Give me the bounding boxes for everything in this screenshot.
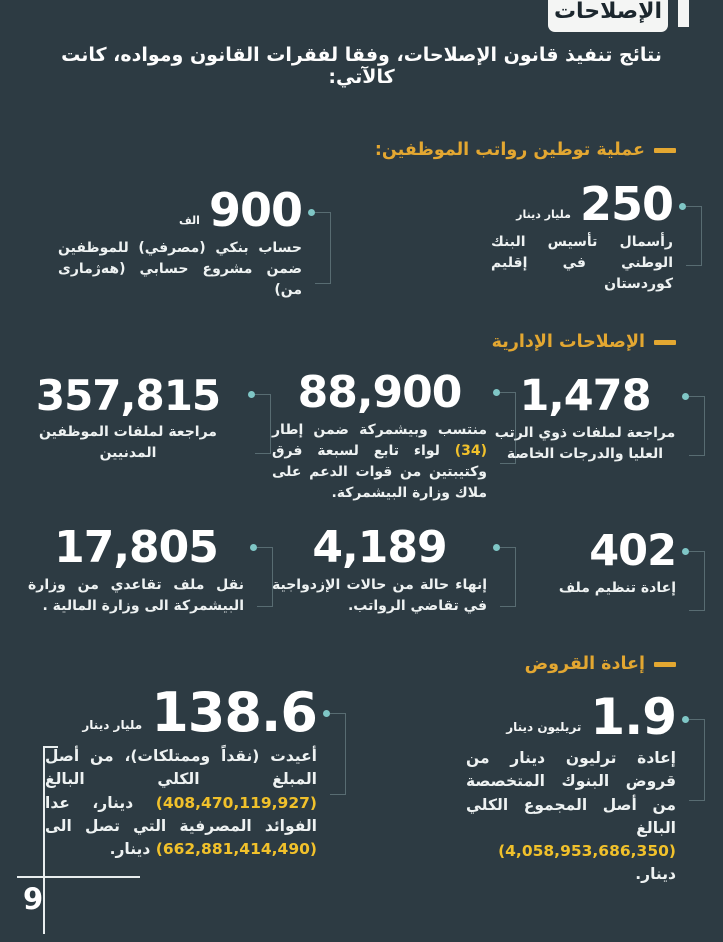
stat-unit: مليار دينار [516,208,571,221]
page-number: 9 [23,882,44,916]
connector-bracket [500,547,516,607]
section-heading-administrative-reforms [492,332,676,352]
section-heading-salary-localization [375,140,676,160]
stat-civil-files-review [14,371,242,464]
section-heading-loan-repayment [525,654,676,674]
connector-bracket [257,547,273,607]
stat-description: حساب بنكي (مصرفي) للموظفين ضمن مشروع حسابي (هەژماری من) [58,240,302,298]
stat-description [272,420,487,504]
stat-value: 4,189 [312,522,447,573]
connector-bracket [255,394,271,454]
description-text: دينار، عدا الفوائد المصرفية التي تصل الى [45,793,317,835]
stat-value-row [28,522,244,573]
stat-unit: مليار دينار [82,718,143,732]
stat-value: 138.6 [151,681,317,744]
description-text: دينار. [635,865,676,884]
heading-dash-icon [654,662,676,667]
stat-value: 17,805 [54,522,218,573]
bullet-dot-icon [250,544,257,551]
bullet-dot-icon [493,544,500,551]
connector-bracket [689,551,705,611]
stat-bank-accounts [58,183,302,301]
stat-value: 357,815 [35,371,221,420]
description-text: لواء تابع لسبعة فرق وكتيبتين من قوات الدعم على ملاك وزارة البيشمركة. [272,443,487,501]
bullet-dot-icon [682,548,689,555]
stat-value-row [494,526,676,576]
description-text: إعادة ترليون دينار من قروض البنوك المتخصصة من أصل المجموع الكلي البالغ [466,749,676,837]
stat-description: إعادة تنظيم ملف [558,580,676,596]
stat-duplicate-salaries-ended [272,522,487,617]
page-title: الإصلاحات [553,0,663,24]
bullet-dot-icon [248,391,255,398]
stat-value-row [14,371,242,420]
stat-value: 1.9 [590,688,676,746]
stat-value-row [272,367,487,418]
stat-peshmerga-members [272,367,487,504]
section-heading-label: عملية توطين رواتب الموظفين: [374,140,645,160]
description-text: دينار. [109,840,156,858]
title-ribbon [678,0,689,27]
stat-value: 900 [208,183,302,237]
bullet-dot-icon [323,710,330,717]
stat-description: مراجعة لملفات ذوي الرتب العليا والدرجات الخاصة [494,425,676,462]
bullet-dot-icon [679,203,686,210]
bullet-dot-icon [682,716,689,723]
stat-value-row [491,177,673,231]
section-heading-label: إعادة القروض [524,654,645,674]
page-title-tab [548,0,668,32]
stat-value: 88,900 [297,367,462,418]
footer-rule-horizontal [17,876,140,878]
bullet-dot-icon [682,393,689,400]
stat-loans-returned-trillion [466,688,676,887]
stat-value-row [58,183,302,237]
margin-rule-vertical [43,746,58,934]
stat-loans-returned-billion [45,681,317,861]
stat-file-reorganization [494,526,676,599]
stat-description [45,745,317,861]
stat-value: 1,478 [519,371,651,421]
stat-description: نقل ملف تقاعدي من وزارة البيشمركة الى وزارة المالية . [28,577,244,614]
connector-bracket [500,392,516,464]
connector-bracket [686,206,702,266]
connector-bracket [689,719,705,801]
connector-bracket [330,713,346,795]
section-heading-label: الإصلاحات الإدارية [491,332,645,352]
stat-value-row [466,688,676,746]
stat-value: 402 [589,526,676,576]
stat-value-row [45,681,317,744]
highlighted-number: (34) [454,443,487,459]
highlighted-number: (662,881,414,490) [155,840,317,858]
intro-text: نتائج تنفيذ قانون الإصلاحات، وفقا لفقرات القانون ومواده، كانت كالآتي: [61,44,662,88]
stat-description: إنهاء حالة من حالات الإزدواجية في تقاضي الرواتب. [272,577,487,614]
stat-value-row [272,522,487,573]
stat-unit: تريليون دينار [506,720,582,734]
connector-bracket [689,396,705,456]
description-text: منتسب وبيشمركة ضمن إطار [272,422,487,438]
description-text: أعيدت (نقداً وممتلكات)، من أصل المبلغ الكلي البالغ [45,747,317,789]
heading-dash-icon [654,340,676,345]
stat-description: مراجعة لملفات الموظفين المدنيين [39,424,217,461]
stat-value: 250 [579,177,673,231]
stat-description [466,747,676,887]
stat-pension-transfers [28,522,244,617]
stat-description: رأسمال تأسيس البنك الوطني في إقليم كوردستان [491,234,673,292]
connector-bracket [315,212,331,284]
highlighted-number: (408,470,119,927) [155,793,317,812]
stat-bank-capital [491,177,673,295]
bullet-dot-icon [308,209,315,216]
bullet-dot-icon [493,389,500,396]
highlighted-number: (4,058,953,686,350) [498,842,676,860]
stat-value-row [494,371,676,421]
stat-senior-files-review [494,371,676,465]
heading-dash-icon [654,148,676,153]
stat-unit: الف [178,214,200,227]
